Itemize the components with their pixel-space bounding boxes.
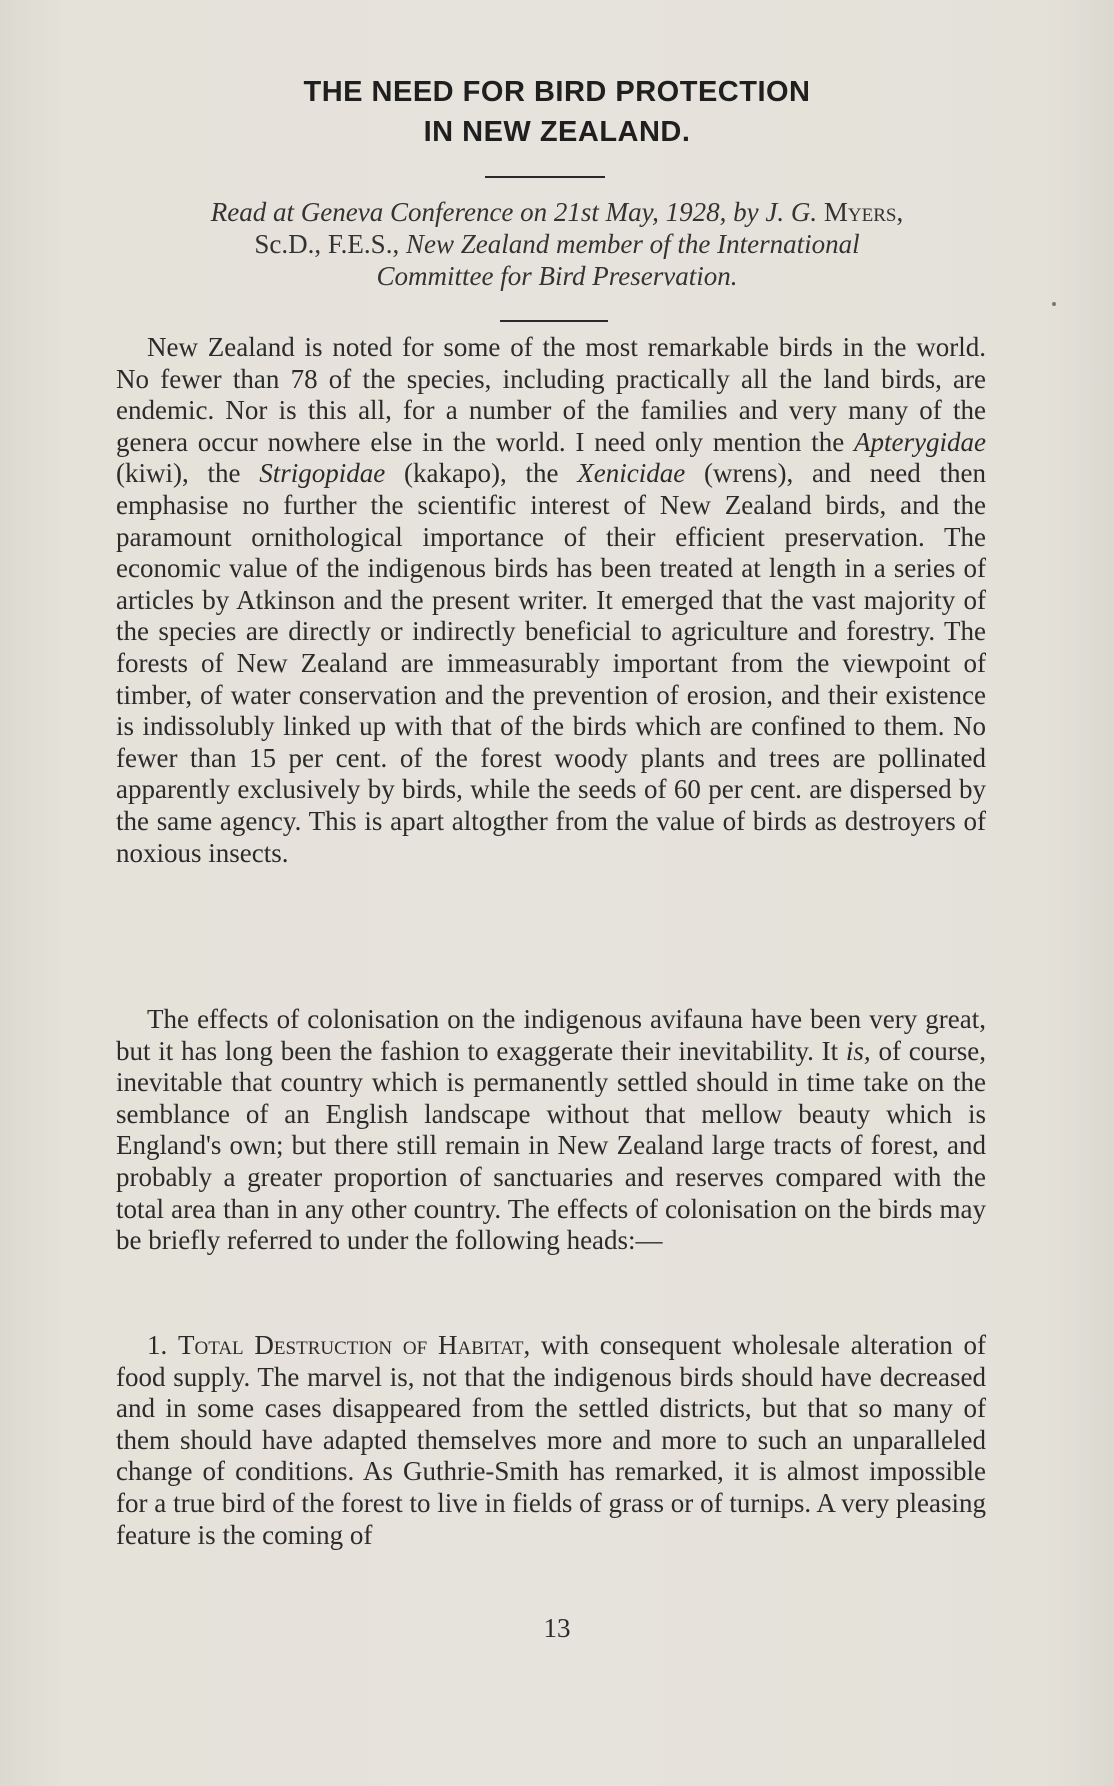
p1-taxon-apterygidae: Apterygidae [854, 426, 986, 457]
p2-text-1: The effects of colonisation on the indigenous avifauna have been very great, but it has long been the fashion to exaggerate their inevitability. It [116, 1004, 986, 1066]
p1-text-4: (wrens), and need then emphasise no further the scientific interest of New Zealand birds, and the paramount ornithological importance of their efficient preservation. The economic value of the indigenous birds has been treated at length in a series of articles by Atkinson and the present writer. It emerged that the vast majority of the species are directly or indirectly beneficial to agriculture and forestry. The forests of New Zealand are immeasurably important from the viewpoint of timber, of water conservation and the prevention of erosion, and their existence is indissolubly linked up with that of the birds which are confined to them. No fewer than 15 per cent. of the forest woody plants and trees are pollinated apparently exclusively by birds, while the seeds of 60 per cent. are dispersed by the same agency. This is apart altogther from the value of birds as destroyers of noxious insects. [116, 458, 986, 868]
byline-venue: Read at Geneva Conference on 21st May, 1928, by J. G. [210, 197, 824, 227]
byline: Read at Geneva Conference on 21st May, 1928, by J. G. Myers, Sc.D., F.E.S., New Zealand member of the International Committee for Bird Preservation. [210, 197, 904, 291]
p2-emphasis-is: is, [845, 1035, 871, 1066]
p3-text: with consequent wholesale alteration of food supply. The marvel is, not that the indigenous birds should have decreased and in some cases disappeared from the settled districts, but that so many of them should have adapted themselves more and more to such an unparalleled change of conditions. As Guthrie-Smith has remarked, it is almost impossible for a true bird of the forest to live in fields of grass or of turnips. A very pleasing feature is the coming of [116, 1330, 986, 1550]
p1-taxon-xenicidae: Xenicidae [577, 458, 686, 489]
p3-item-number: 1. [147, 1330, 179, 1360]
p1-taxon-strigopidae: Strigopidae [259, 458, 386, 489]
title-line-1: THE NEED FOR BIRD PROTECTION [303, 76, 811, 108]
byline-committee: Committee for Bird Preservation. [376, 261, 738, 291]
p1-text-3: (kakapo), the [385, 458, 578, 489]
article-title [0, 72, 1114, 152]
page-number: 13 [543, 1613, 571, 1643]
title-divider [485, 176, 605, 178]
p1-text-2: (kiwi), the [116, 458, 260, 489]
paragraph-2 [116, 1004, 986, 1257]
byline-author-surname: Myers [823, 197, 897, 227]
p2-text-2: of course, inevitable that country which is permanently settled should in time take on the semblance of an English landscape without that mellow beauty which is England's own; but there still remain in New Zealand large tracts of forest, and probably a greater proportion of sanctuaries and reserves compared with the total area than in any other country. The effects of colonisation on the birds may be briefly referred to under the following heads:— [116, 1035, 986, 1256]
paragraph-3 [116, 1330, 986, 1551]
paragraph-1 [116, 332, 986, 869]
title-line-2: IN NEW ZEALAND. [423, 116, 691, 148]
p3-heading: Total Destruction of Habitat, [178, 1330, 531, 1360]
p1-text-1: New Zealand is noted for some of the most remarkable birds in the world. No fewer than 78 of the species, including practically all the land birds, are endemic. Nor is this all, for a number of the families and very many of the genera occur nowhere else in the world. I need only mention the [116, 332, 986, 457]
paper-speck [1052, 302, 1056, 306]
byline-credentials: Sc.D., F.E.S., [254, 229, 406, 259]
byline-role: New Zealand member of the International [405, 229, 860, 259]
byline-divider [500, 320, 608, 322]
